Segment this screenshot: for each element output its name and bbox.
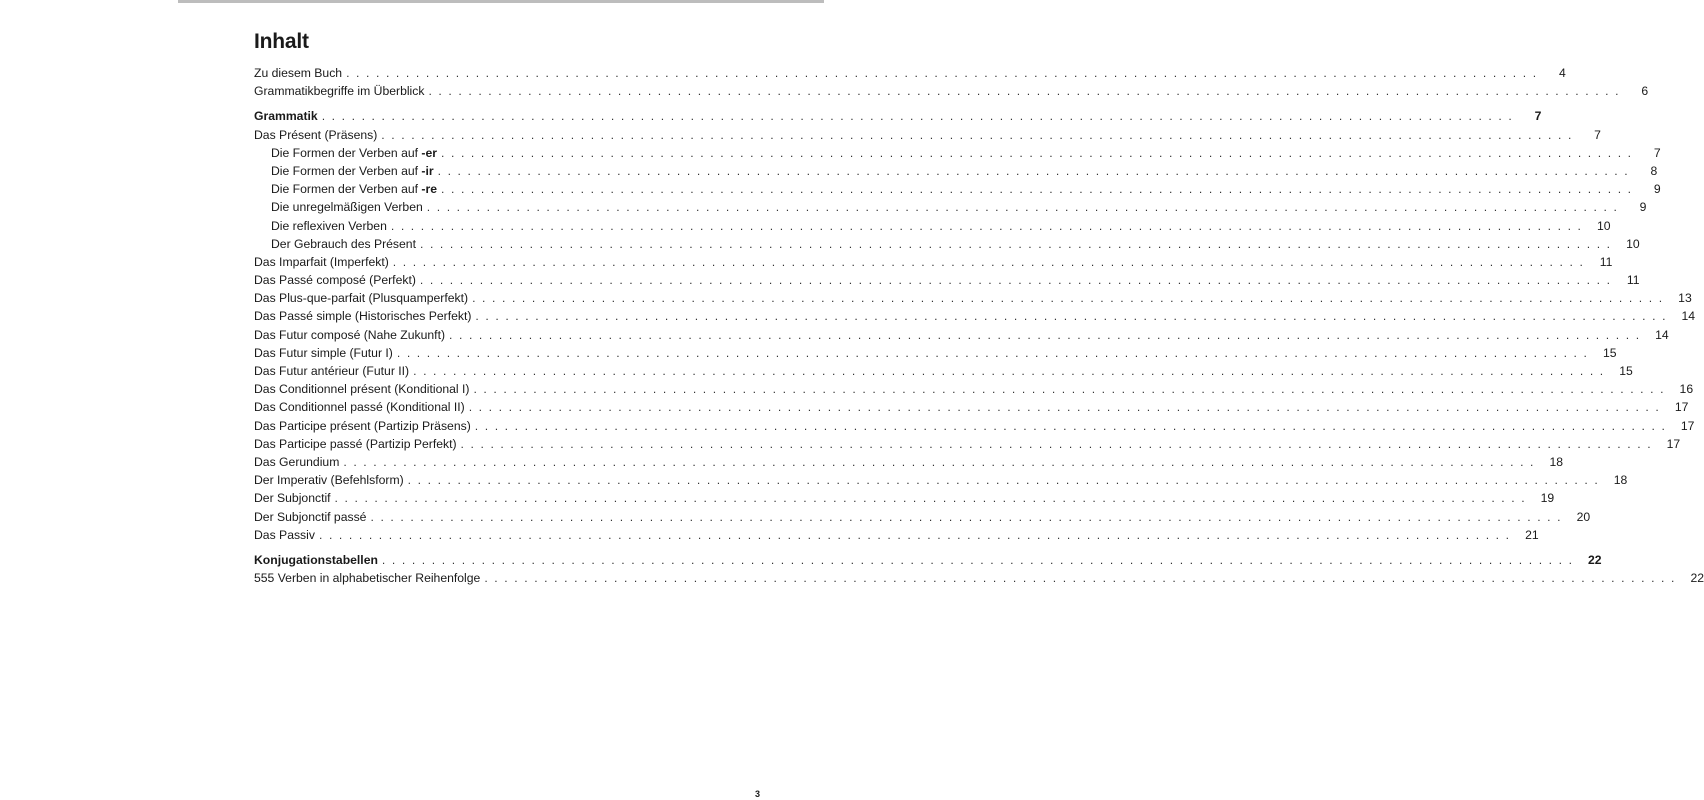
dot-leader: . . . . . . . . . . . . . . . . . . . . . . . . . . . . . . . . . . . . . . . . . . . . . . . . . . . . . . . . . . . . . . . . . . . . . . . . . . . . . . . . . . . . . . . . . . . . . . . . . . . . . . . . . . . . . . . . . . . . . . . . <box>449 327 1641 342</box>
toc-entry-suffix: -er <box>421 145 437 160</box>
toc-entry-page: 9 <box>1653 182 1661 197</box>
toc-entry-page: 18 <box>1549 454 1564 469</box>
toc-entry <box>254 144 1661 162</box>
toc-entry-page: 7 <box>1653 145 1661 160</box>
toc-entry-page: 14 <box>1681 309 1696 324</box>
toc-entry-label: Das Participe passé (Partizip Perfekt) <box>254 436 457 451</box>
toc-entry <box>254 508 1591 526</box>
toc-entry <box>254 271 1640 289</box>
toc-entry-label: Das Imparfait (Imperfekt) <box>254 254 389 269</box>
toc-entry-label: Die Formen der Verben auf -er <box>271 145 437 160</box>
dot-leader: . . . . . . . . . . . . . . . . . . . . . . . . . . . . . . . . . . . . . . . . . . . . . . . . . . . . . . . . . . . . . . . . . . . . . . . . . . . . . . . . . . . . . . . . . . . . . . . . . . . . . . . . . . . . . . . . . . . . . . . . <box>413 364 1605 378</box>
toc-entry-page: 7 <box>1534 109 1542 124</box>
dot-leader: . . . . . . . . . . . . . . . . . . . . . . . . . . . . . . . . . . . . . . . . . . . . . . . . . . . . . . . . . . . . . . . . . . . . . . . . . . . . . . . . . . . . . . . . . . . . . . . . . . . . . . . . . . . . . . . . . . . . . . . . <box>419 236 1612 251</box>
toc-entry <box>254 435 1681 453</box>
toc-entry-page: 17 <box>1680 418 1695 433</box>
toc-entry <box>254 471 1628 489</box>
dot-leader: . . . . . . . . . . . . . . . . . . . . . . . . . . . . . . . . . . . . . . . . . . . . . . . . . . . . . . . . . . . . . . . . . . . . . . . . . . . . . . . . . . . . . . . . . . . . . . . . . . . . . . . . . . . . . . . . . . . . . . . . <box>472 291 1664 306</box>
toc-entry-page: 17 <box>1666 436 1681 451</box>
toc-entry-label: Das Conditionnel passé (Konditional II) <box>254 400 465 415</box>
toc-entry-label: Das Participe présent (Partizip Präsens) <box>254 418 471 433</box>
toc-entry-label: Der Subjonctif <box>254 491 331 506</box>
dot-leader: . . . . . . . . . . . . . . . . . . . . . . . . . . . . . . . . . . . . . . . . . . . . . . . . . . . . . . . . . . . . . . . . . . . . . . . . . . . . . . . . . . . . . . . . . . . . . . . . . . . . . . . . . . . . . . . . . . . . . . . . <box>484 571 1676 586</box>
toc-entry-page: 11 <box>1626 273 1640 288</box>
toc-entry <box>254 235 1640 253</box>
toc-entry <box>254 198 1647 216</box>
dot-leader: . . . . . . . . . . . . . . . . . . . . . . . . . . . . . . . . . . . . . . . . . . . . . . . . . . . . . . . . . . . . . . . . . . . . . . . . . . . . . . . . . . . . . . . . . . . . . . . . . . . . . . . . . . . . . . . . . . . . . . . . <box>392 254 1585 269</box>
toc-entry-page: 4 <box>1558 66 1566 80</box>
page-number: 3 <box>755 789 761 799</box>
dot-leader: . . . . . . . . . . . . . . . . . . . . . . . . . . . . . . . . . . . . . . . . . . . . . . . . . . . . . . . . . . . . . . . . . . . . . . . . . . . . . . . . . . . . . . . . . . . . . . . . . . . . . . . . . . . . . . . . . . . . . . . . <box>343 454 1536 469</box>
dot-leader: . . . . . . . . . . . . . . . . . . . . . . . . . . . . . . . . . . . . . . . . . . . . . . . . . . . . . . . . . . . . . . . . . . . . . . . . . . . . . . . . . . . . . . . . . . . . . . . . . . . . . . . . . . . . . . . . . . . . . . . . <box>381 552 1574 567</box>
toc-entry-label: 555 Verben in alphabetischer Reihenfolge <box>254 571 481 586</box>
dot-leader: . . . . . . . . . . . . . . . . . . . . . . . . . . . . . . . . . . . . . . . . . . . . . . . . . . . . . . . . . . . . . . . . . . . . . . . . . . . . . . . . . . . . . . . . . . . . . . . . . . . . . . . . . . . . . . . . . . . . . . . . <box>370 509 1563 524</box>
page-title: Inhalt <box>254 30 309 53</box>
toc-entry-label: Das Futur simple (Futur I) <box>254 345 393 360</box>
table-of-contents <box>254 64 1704 587</box>
toc-entry <box>254 64 1566 82</box>
dot-leader: . . . . . . . . . . . . . . . . . . . . . . . . . . . . . . . . . . . . . . . . . . . . . . . . . . . . . . . . . . . . . . . . . . . . . . . . . . . . . . . . . . . . . . . . . . . . . . . . . . . . . . . . . . . . . . . . . . . . . . . . <box>318 527 1511 542</box>
toc-entry-label: Grammatikbegriffe im Überblick <box>254 84 425 99</box>
dot-leader: . . . . . . . . . . . . . . . . . . . . . . . . . . . . . . . . . . . . . . . . . . . . . . . . . . . . . . . . . . . . . . . . . . . . . . . . . . . . . . . . . . . . . . . . . . . . . . . . . . . . . . . . . . . . . . . . . . . . . . . . <box>407 473 1600 488</box>
top-rule <box>178 0 824 3</box>
toc-entry-label: Die Formen der Verben auf -re <box>271 182 437 197</box>
dot-leader: . . . . . . . . . . . . . . . . . . . . . . . . . . . . . . . . . . . . . . . . . . . . . . . . . . . . . . . . . . . . . . . . . . . . . . . . . . . . . . . . . . . . . . . . . . . . . . . . . . . . . . . . . . . . . . . . . . . . . . . . <box>396 345 1589 360</box>
toc-entry <box>254 569 1704 587</box>
dot-leader: . . . . . . . . . . . . . . . . . . . . . . . . . . . . . . . . . . . . . . . . . . . . . . . . . . . . . . . . . . . . . . . . . . . . . . . . . . . . . . . . . . . . . . . . . . . . . . . . . . . . . . . . . . . . . . . . . . . . . . . . <box>441 182 1633 197</box>
dot-leader: . . . . . . . . . . . . . . . . . . . . . . . . . . . . . . . . . . . . . . . . . . . . . . . . . . . . . . . . . . . . . . . . . . . . . . . . . . . . . . . . . . . . . . . . . . . . . . . . . . . . . . . . . . . . . . . . . . . . . . . . <box>473 382 1666 397</box>
toc-entry-label: Zu diesem Buch <box>254 66 343 80</box>
toc-entry <box>254 380 1694 398</box>
toc-entry-page: 15 <box>1602 345 1617 360</box>
toc-entry <box>254 162 1658 180</box>
toc-entry-page: 10 <box>1596 218 1611 233</box>
toc-entry-page: 21 <box>1525 527 1539 542</box>
toc-entry-suffix: -ir <box>421 163 434 178</box>
dot-leader: . . . . . . . . . . . . . . . . . . . . . . . . . . . . . . . . . . . . . . . . . . . . . . . . . . . . . . . . . . . . . . . . . . . . . . . . . . . . . . . . . . . . . . . . . . . . . . . . . . . . . . . . . . . . . . . . . . . . . . . . <box>419 273 1612 288</box>
toc-entry-label: Die unregelmäßigen Verben <box>271 200 423 215</box>
toc-entry-label: Der Imperativ (Befehlsform) <box>254 473 404 488</box>
toc-entry <box>254 289 1692 307</box>
toc-entry-page: 15 <box>1619 364 1633 378</box>
toc-entry-page: 17 <box>1674 400 1689 415</box>
dot-leader: . . . . . . . . . . . . . . . . . . . . . . . . . . . . . . . . . . . . . . . . . . . . . . . . . . . . . . . . . . . . . . . . . . . . . . . . . . . . . . . . . . . . . . . . . . . . . . . . . . . . . . . . . . . . . . . . . . . . . . . . <box>474 418 1667 433</box>
toc-entry <box>254 453 1564 471</box>
toc-entry <box>254 253 1613 271</box>
dot-leader: . . . . . . . . . . . . . . . . . . . . . . . . . . . . . . . . . . . . . . . . . . . . . . . . . . . . . . . . . . . . . . . . . . . . . . . . . . . . . . . . . . . . . . . . . . . . . . . . . . . . . . . . . . . . . . . . . . . . . . . . <box>460 436 1653 451</box>
toc-entry <box>254 307 1696 325</box>
toc-entry <box>254 217 1611 235</box>
toc-entry-page: 11 <box>1599 254 1613 269</box>
toc-entry-label: Das Conditionnel présent (Konditional I) <box>254 382 470 397</box>
toc-entry-page: 22 <box>1588 552 1602 567</box>
toc-entry-label: Das Passé composé (Perfekt) <box>254 273 416 288</box>
toc-entry-page: 19 <box>1540 491 1555 506</box>
dot-leader: . . . . . . . . . . . . . . . . . . . . . . . . . . . . . . . . . . . . . . . . . . . . . . . . . . . . . . . . . . . . . . . . . . . . . . . . . . . . . . . . . . . . . . . . . . . . . . . . . . . . . . . . . . . . . . . . . . . . . . . . <box>334 491 1527 506</box>
toc-entry <box>254 398 1689 416</box>
dot-leader: . . . . . . . . . . . . . . . . . . . . . . . . . . . . . . . . . . . . . . . . . . . . . . . . . . . . . . . . . . . . . . . . . . . . . . . . . . . . . . . . . . . . . . . . . . . . . . . . . . . . . . . . . . . . . . . . . . . . . . . . <box>321 109 1514 124</box>
toc-entry <box>254 417 1695 435</box>
toc-entry-page: 14 <box>1655 327 1669 342</box>
toc-entry <box>254 180 1661 198</box>
dot-leader: . . . . . . . . . . . . . . . . . . . . . . . . . . . . . . . . . . . . . . . . . . . . . . . . . . . . . . . . . . . . . . . . . . . . . . . . . . . . . . . . . . . . . . . . . . . . . . . . . . . . . . . . . . . . . . . . . . . . . . . . <box>437 163 1630 178</box>
toc-entry-page: 13 <box>1678 291 1692 306</box>
toc-entry-label: Das Passé simple (Historisches Perfekt) <box>254 309 472 324</box>
toc-entry-label: Der Gebrauch des Présent <box>271 236 416 251</box>
toc-entry-page: 6 <box>1641 84 1649 99</box>
toc-entry-page: 9 <box>1639 200 1647 215</box>
toc-entry-label: Das Plus-que-parfait (Plusquamperfekt) <box>254 291 469 306</box>
toc-entry-page: 8 <box>1650 163 1658 178</box>
toc-entry-label: Der Subjonctif passé <box>254 509 367 524</box>
toc-entry-label: Die Formen der Verben auf -ir <box>271 163 434 178</box>
toc-entry <box>254 82 1649 100</box>
toc-entry <box>254 551 1602 569</box>
toc-entry-label: Das Gerundium <box>254 454 340 469</box>
toc-entry <box>254 126 1601 144</box>
toc-entry-page: 20 <box>1576 509 1591 524</box>
toc-entry-suffix: -re <box>421 182 437 197</box>
toc-entry <box>254 107 1542 125</box>
toc-entry <box>254 344 1617 362</box>
toc-entry-label: Das Passiv <box>254 527 315 542</box>
toc-entry-page: 18 <box>1613 473 1628 488</box>
dot-leader: . . . . . . . . . . . . . . . . . . . . . . . . . . . . . . . . . . . . . . . . . . . . . . . . . . . . . . . . . . . . . . . . . . . . . . . . . . . . . . . . . . . . . . . . . . . . . . . . . . . . . . . . . . . . . . . . . . . . . . . . <box>468 400 1661 415</box>
toc-entry-page: 10 <box>1626 236 1640 251</box>
toc-entry <box>254 326 1669 344</box>
toc-entry-page: 22 <box>1690 571 1704 586</box>
toc-entry-label: Das Futur composé (Nahe Zukunft) <box>254 327 446 342</box>
toc-entry <box>254 362 1633 380</box>
dot-leader: . . . . . . . . . . . . . . . . . . . . . . . . . . . . . . . . . . . . . . . . . . . . . . . . . . . . . . . . . . . . . . . . . . . . . . . . . . . . . . . . . . . . . . . . . . . . . . . . . . . . . . . . . . . . . . . . . . . . . . . . <box>441 145 1633 160</box>
toc-entry-label: Konjugationstabellen <box>254 552 378 567</box>
dot-leader: . . . . . . . . . . . . . . . . . . . . . . . . . . . . . . . . . . . . . . . . . . . . . . . . . . . . . . . . . . . . . . . . . . . . . . . . . . . . . . . . . . . . . . . . . . . . . . . . . . . . . . . . . . . . . . . . . . . . . . . . <box>426 200 1619 215</box>
dot-leader: . . . . . . . . . . . . . . . . . . . . . . . . . . . . . . . . . . . . . . . . . . . . . . . . . . . . . . . . . . . . . . . . . . . . . . . . . . . . . . . . . . . . . . . . . . . . . . . . . . . . . . . . . . . . . . . . . . . . . . . . <box>381 127 1573 142</box>
dot-leader: . . . . . . . . . . . . . . . . . . . . . . . . . . . . . . . . . . . . . . . . . . . . . . . . . . . . . . . . . . . . . . . . . . . . . . . . . . . . . . . . . . . . . . . . . . . . . . . . . . . . . . . . . . . . . . . . . . . . . . . . <box>428 84 1621 99</box>
toc-entry-label: Das Futur antérieur (Futur II) <box>254 364 410 378</box>
toc-entry <box>254 489 1555 507</box>
toc-entry-page: 16 <box>1679 382 1694 397</box>
toc-entry-label: Das Présent (Präsens) <box>254 127 378 142</box>
toc-entry-label: Grammatik <box>254 109 318 124</box>
toc-entry <box>254 526 1539 544</box>
dot-leader: . . . . . . . . . . . . . . . . . . . . . . . . . . . . . . . . . . . . . . . . . . . . . . . . . . . . . . . . . . . . . . . . . . . . . . . . . . . . . . . . . . . . . . . . . . . . . . . . . . . . . . . . . . . . . . . . . . . . . . . . <box>390 218 1583 233</box>
toc-entry-page: 7 <box>1594 127 1601 142</box>
dot-leader: . . . . . . . . . . . . . . . . . . . . . . . . . . . . . . . . . . . . . . . . . . . . . . . . . . . . . . . . . . . . . . . . . . . . . . . . . . . . . . . . . . . . . . . . . . . . . . . . . . . . . . . . . . . . . . . . . . . . . . . . <box>346 66 1538 80</box>
dot-leader: . . . . . . . . . . . . . . . . . . . . . . . . . . . . . . . . . . . . . . . . . . . . . . . . . . . . . . . . . . . . . . . . . . . . . . . . . . . . . . . . . . . . . . . . . . . . . . . . . . . . . . . . . . . . . . . . . . . . . . . . <box>475 309 1668 324</box>
toc-entry-label: Die reflexiven Verben <box>271 218 387 233</box>
